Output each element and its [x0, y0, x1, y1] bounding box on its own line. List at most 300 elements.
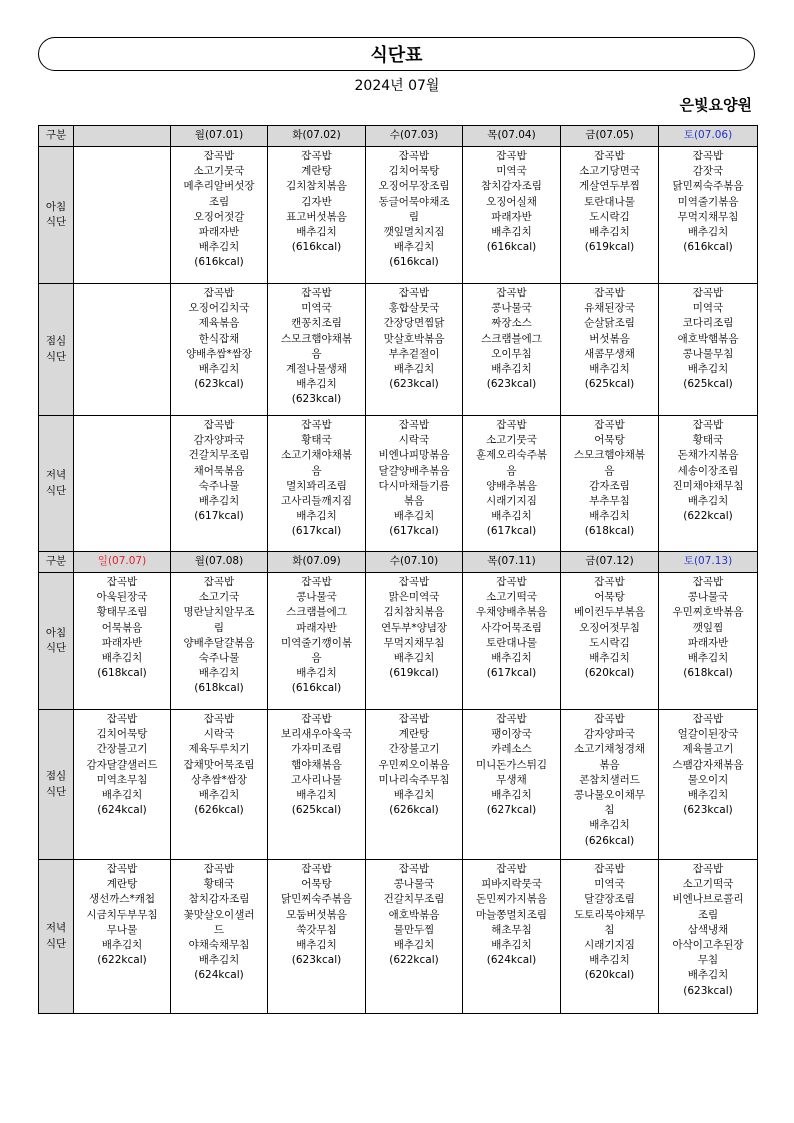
menu-cell [268, 284, 366, 416]
menu-line: 소고기뭇국 [193, 165, 245, 178]
menu-line: 침 [604, 804, 615, 817]
menu-line: 음 [506, 464, 517, 477]
menu-line: 잡곡밥 [692, 863, 724, 875]
menu-line: 오징어실채 [486, 195, 537, 208]
menu-line: 제육불고기 [682, 743, 734, 756]
menu-line: 스모크햄야채볶 [573, 449, 645, 462]
menu-line: (617kcal) [291, 525, 342, 538]
menu-line: 배추김치 [198, 954, 240, 967]
menu-cell [561, 860, 659, 1014]
menu-line: 잡곡밥 [301, 713, 332, 725]
menu-line: 명란날치알무조 [183, 606, 255, 619]
menu-line: 소고기채청경채 [573, 743, 645, 756]
menu-line: 무먹지채무침 [677, 210, 739, 223]
page-title [38, 37, 755, 71]
menu-line: 배추김치 [198, 495, 240, 508]
title-text: 식단표 [370, 45, 423, 66]
menu-line: 채어묵볶음 [193, 464, 245, 477]
menu-line: (617kcal) [486, 667, 537, 680]
menu-line: 비엔나브로콜리 [672, 893, 744, 906]
menu-line: (622kcal) [389, 954, 439, 967]
menu-line: 어묵볶음 [101, 621, 143, 634]
menu-line: (626kcal) [194, 804, 244, 817]
menu-line: 배추김치 [687, 969, 729, 982]
menu-line: 배추김치 [687, 495, 729, 508]
menu-line: 시락국 [398, 434, 430, 447]
menu-line: 도토리묵야채무 [573, 908, 645, 921]
day-header: 금(07.12) [561, 552, 659, 573]
menu-line: 배추김치 [491, 652, 532, 665]
menu-line: 오징어김치국 [188, 302, 250, 315]
menu-line: 감잣국 [692, 165, 724, 178]
menu-cell [463, 147, 561, 284]
menu-line: 도시락김 [589, 636, 630, 649]
menu-line: 김치어묵탕 [96, 728, 148, 741]
menu-cell [463, 416, 561, 552]
menu-line: 잡곡밥 [398, 713, 430, 725]
menu-line: 잡곡밥 [692, 287, 724, 299]
menu-line: 표고버섯볶음 [286, 210, 347, 223]
menu-line: 잡곡밥 [398, 863, 430, 875]
menu-line: 배추김치 [296, 667, 337, 680]
menu-line: 다시마채들기름 [378, 479, 450, 492]
menu-line: 잡곡밥 [301, 287, 332, 299]
menu-line: (616kcal) [194, 256, 244, 269]
menu-cell [171, 147, 268, 284]
menu-line: 어묵탕 [594, 434, 625, 447]
menu-line: (617kcal) [486, 525, 537, 538]
menu-line: 애호박햄볶음 [677, 332, 739, 345]
menu-line: 잡곡밥 [203, 863, 235, 875]
menu-cell [171, 284, 268, 416]
meal-label [39, 416, 74, 552]
day-header [74, 126, 171, 147]
meal-row [39, 416, 758, 552]
day-header: 금(07.05) [561, 126, 659, 147]
menu-line: 무생채 [496, 773, 527, 786]
menu-line: 배추김치 [687, 363, 729, 376]
menu-line: (616kcal) [683, 241, 733, 254]
menu-line: 감자조림 [589, 479, 630, 492]
menu-line: 콩나물무침 [682, 347, 734, 360]
menu-line: 세송이장조림 [677, 464, 739, 477]
menu-line: 달걀양배추볶음 [378, 464, 450, 477]
menu-line: 건갈치무조림 [383, 893, 445, 906]
menu-line: 멸치꽈리조림 [286, 479, 347, 492]
menu-line: (623kcal) [683, 804, 733, 817]
menu-line: 오징어젓무침 [579, 621, 640, 634]
menu-line: 저녁 [45, 469, 67, 482]
menu-line: 잡곡밥 [203, 419, 235, 431]
menu-line: 음 [311, 464, 322, 477]
menu-line: 유채된장국 [584, 302, 635, 315]
menu-cell [171, 860, 268, 1014]
menu-cell [463, 710, 561, 860]
menu-cell [659, 416, 758, 552]
menu-line: 아욱된장국 [96, 591, 148, 604]
menu-line: (618kcal) [97, 667, 147, 680]
organization-name: 은빛요양원 [679, 96, 752, 114]
menu-line: 배추김치 [589, 363, 630, 376]
menu-line: 배추김치 [491, 226, 532, 239]
menu-line: 음 [311, 652, 322, 665]
menu-line: 맛살호박볶음 [383, 332, 445, 345]
menu-line: 깻잎멸치지짐 [383, 226, 445, 239]
menu-line: (619kcal) [584, 241, 635, 254]
menu-line: 우민찌호박볶음 [672, 606, 744, 619]
menu-line: 숙주나물 [198, 479, 240, 492]
menu-line: 배추김치 [198, 667, 240, 680]
menu-line: 배추김치 [589, 510, 630, 523]
menu-line: 생선까스*캐첩 [88, 893, 156, 906]
menu-cell [268, 860, 366, 1014]
menu-line: 진미채야채무침 [672, 479, 744, 492]
day-header: 화(07.02) [268, 126, 366, 147]
menu-line: 시금치두부무침 [86, 908, 158, 921]
menu-line: 잡곡밥 [301, 576, 332, 588]
menu-line: 배추김치 [393, 652, 435, 665]
menu-line: 잡곡밥 [398, 576, 430, 588]
menu-line: 양배추쌈*쌈장 [185, 347, 253, 360]
menu-line: 배추김치 [393, 363, 435, 376]
day-header: 토(07.06) [659, 126, 758, 147]
meal-row [39, 284, 758, 416]
menu-line: 훈제오리숙주볶 [475, 449, 547, 462]
menu-line: 미역초무침 [96, 773, 148, 786]
menu-line: (626kcal) [584, 834, 635, 847]
menu-line: 김치어묵탕 [388, 165, 440, 178]
menu-cell [366, 147, 463, 284]
menu-line: 잡곡밥 [594, 713, 625, 725]
meal-label [39, 710, 74, 860]
menu-line: 콩나물국 [393, 878, 435, 891]
menu-line: 황태국 [692, 434, 724, 447]
menu-line: 야채숙채무침 [188, 939, 250, 952]
menu-line: 애호박볶음 [388, 908, 440, 921]
menu-line: 음 [311, 347, 322, 360]
menu-line: 고사리나물 [291, 773, 342, 786]
menu-cell [74, 573, 171, 710]
menu-line: 시래기지짐 [584, 939, 635, 952]
menu-line: 잡곡밥 [594, 419, 625, 431]
menu-line: 새콤무생채 [584, 347, 635, 360]
menu-cell [366, 416, 463, 552]
meal-label [39, 284, 74, 416]
menu-line: (623kcal) [486, 378, 537, 391]
menu-line: 닭민찌숙주볶음 [672, 180, 744, 193]
menu-line: 간장불고기 [388, 743, 440, 756]
menu-line: 가자미조림 [291, 743, 342, 756]
menu-line: 잡곡밥 [496, 419, 527, 431]
menu-line: 배추김치 [491, 363, 532, 376]
menu-line: 배추김치 [101, 789, 143, 802]
menu-line: 미역줄기볶음 [677, 195, 739, 208]
menu-line: 김자반 [301, 195, 332, 208]
menu-line: (625kcal) [291, 804, 342, 817]
menu-cell [171, 710, 268, 860]
menu-cell [463, 284, 561, 416]
menu-line: 계란탕 [106, 878, 138, 891]
menu-line: 아침 [45, 200, 67, 213]
menu-cell [74, 284, 171, 416]
menu-line: (618kcal) [584, 525, 635, 538]
menu-line: 아삭이고추된장 [672, 939, 744, 952]
menu-line: 배추김치 [198, 789, 240, 802]
menu-line: 파래자반 [198, 226, 240, 239]
menu-line: 소고기떡국 [486, 591, 537, 604]
menu-line: 홍합살뭇국 [388, 302, 440, 315]
menu-line: 소고기채야채볶 [280, 449, 352, 462]
month-subtitle: 2024년 07월 [354, 78, 440, 94]
menu-line: 잡곡밥 [301, 419, 332, 431]
menu-line: 잡곡밥 [106, 576, 138, 588]
menu-line: (626kcal) [389, 804, 439, 817]
menu-line: 한식잡채 [198, 332, 240, 345]
meal-label [39, 147, 74, 284]
menu-line: 숙주나물 [198, 652, 240, 665]
menu-cell [268, 147, 366, 284]
day-header: 수(07.10) [366, 552, 463, 573]
day-header: 화(07.09) [268, 552, 366, 573]
menu-line: (620kcal) [584, 667, 635, 680]
menu-line: 콘참치샐러드 [579, 773, 640, 786]
menu-line: 물오이지 [687, 773, 729, 786]
menu-cell [74, 416, 171, 552]
menu-line: 간장불고기 [96, 743, 148, 756]
menu-line: 소고기뭇국 [486, 434, 537, 447]
menu-cell [268, 710, 366, 860]
menu-line: 제육두루치기 [188, 743, 250, 756]
menu-line: (627kcal) [486, 804, 537, 817]
menu-line: 오이무침 [491, 347, 532, 360]
menu-line: 양배추볶음 [486, 479, 537, 492]
menu-line: 돈채가지볶음 [677, 449, 739, 462]
menu-line: 저녁 [45, 922, 67, 935]
menu-line: 잡곡밥 [594, 150, 625, 162]
menu-line: 파래자반 [101, 636, 143, 649]
menu-line: 메추리알버섯장 [183, 180, 255, 193]
menu-line: 배추김치 [393, 241, 435, 254]
menu-line: 잡채맛어묵조림 [183, 758, 255, 771]
menu-line: 식단 [45, 642, 67, 654]
menu-cell [171, 416, 268, 552]
menu-line: (625kcal) [584, 378, 635, 391]
menu-line: 순살닭조림 [584, 317, 635, 330]
menu-line: 점심 [45, 335, 67, 348]
menu-line: 스크램블에그 [481, 332, 542, 345]
menu-line: 돈민찌가지볶음 [475, 893, 547, 906]
menu-line: (619kcal) [389, 667, 439, 680]
menu-line: (624kcal) [486, 954, 537, 967]
menu-cell [366, 573, 463, 710]
menu-line: 배추김치 [296, 226, 337, 239]
menu-line: 깻잎찜 [692, 621, 724, 634]
menu-line: (616kcal) [291, 682, 342, 695]
menu-cell [171, 573, 268, 710]
menu-line: 점심 [45, 770, 67, 783]
menu-line: (623kcal) [389, 378, 439, 391]
menu-cell [74, 860, 171, 1014]
menu-cell [74, 710, 171, 860]
menu-cell [659, 710, 758, 860]
menu-line: 콩나물국 [687, 591, 729, 604]
menu-line: 소고기떡국 [682, 878, 734, 891]
menu-line: (616kcal) [389, 256, 439, 269]
menu-line: 베이컨두부볶음 [573, 606, 645, 619]
week-header-row [39, 552, 758, 573]
menu-cell [561, 573, 659, 710]
menu-line: 토란대나물 [486, 636, 537, 649]
menu-cell [659, 147, 758, 284]
menu-line: 파래자반 [687, 636, 729, 649]
menu-line: 간장당면찜닭 [383, 317, 445, 330]
menu-line: 배추김치 [393, 789, 435, 802]
menu-line: 김치참치볶음 [383, 606, 445, 619]
menu-line: 무먹지채무침 [383, 636, 445, 649]
menu-line: 닭민찌숙주볶음 [280, 893, 352, 906]
menu-line: 우민찌오이볶음 [378, 758, 450, 771]
day-header: 목(07.04) [463, 126, 561, 147]
menu-cell [659, 860, 758, 1014]
menu-cell [463, 573, 561, 710]
menu-line: 얼갈이된장국 [677, 728, 739, 741]
menu-line: (623kcal) [194, 378, 244, 391]
menu-line: 잡곡밥 [203, 150, 235, 162]
menu-line: 파래자반 [491, 210, 532, 223]
menu-cell [74, 147, 171, 284]
menu-line: 계란탕 [301, 165, 332, 178]
menu-line: 삼색냉채 [687, 923, 729, 936]
menu-line: 잡곡밥 [398, 419, 430, 431]
menu-line: 어묵탕 [301, 878, 332, 891]
menu-line: 제육볶음 [198, 317, 240, 330]
menu-line: 미역국 [301, 302, 332, 315]
menu-line: 잡곡밥 [496, 287, 527, 299]
menu-cell [561, 147, 659, 284]
menu-line: 마늘쫑멸치조림 [475, 908, 547, 921]
menu-line: 미나리숙주무침 [378, 773, 450, 786]
menu-line: 배추김치 [491, 939, 532, 952]
menu-line: (623kcal) [683, 984, 733, 997]
menu-line: 물만두찜 [393, 923, 435, 936]
menu-line: 황태무조림 [96, 606, 148, 619]
menu-line: 참치감자조림 [188, 893, 250, 906]
day-header: 일(07.07) [74, 552, 171, 573]
menu-line: 림 [213, 621, 225, 634]
menu-line: 해초무침 [491, 923, 532, 936]
menu-line: 도시락김 [589, 210, 630, 223]
menu-cell [561, 710, 659, 860]
meal-label [39, 860, 74, 1014]
menu-line: 황태국 [203, 878, 235, 891]
menu-line: 카레소스 [491, 743, 532, 756]
menu-line: 침 [604, 923, 615, 936]
menu-line: 버섯볶음 [589, 332, 630, 345]
menu-line: 배추김치 [296, 939, 337, 952]
menu-line: 잡곡밥 [594, 287, 625, 299]
menu-line: 황태국 [301, 434, 332, 447]
day-header: 토(07.13) [659, 552, 758, 573]
menu-line: 잡곡밥 [203, 576, 235, 588]
menu-line: 볶음 [599, 758, 620, 771]
menu-line: 배추김치 [198, 241, 240, 254]
day-header: 목(07.11) [463, 552, 561, 573]
menu-line: 볶음 [403, 495, 425, 508]
menu-line: 맑은미역국 [388, 591, 440, 604]
menu-line: 잡곡밥 [496, 863, 527, 875]
menu-line: 시락국 [203, 728, 235, 741]
menu-line: 오징어무장조림 [378, 180, 450, 193]
menu-line: 잡곡밥 [692, 576, 724, 588]
menu-line: 식단 [45, 484, 67, 497]
menu-line: 조림 [697, 908, 719, 921]
menu-line: 배추김치 [101, 652, 143, 665]
menu-line: 시래기지짐 [486, 495, 537, 508]
menu-line: 잡곡밥 [301, 150, 332, 162]
menu-line: 비엔나피망볶음 [378, 449, 450, 462]
menu-line: 김치참치볶음 [286, 180, 347, 193]
menu-line: 식단 [45, 937, 67, 950]
meal-label [39, 573, 74, 710]
menu-line: 코다리조림 [682, 317, 734, 330]
menu-line: 건갈치무조림 [188, 449, 250, 462]
menu-line: (616kcal) [291, 241, 342, 254]
menu-line: 배추김치 [589, 954, 630, 967]
menu-line: 잡곡밥 [496, 576, 527, 588]
week-header-row [39, 126, 758, 147]
menu-line: 우채양배추볶음 [475, 606, 547, 619]
menu-cell [268, 573, 366, 710]
menu-line: 스모크햄야채볶 [280, 332, 352, 345]
menu-line: 배추김치 [101, 939, 143, 952]
menu-line: 짜장소스 [491, 317, 532, 330]
menu-line: 잡곡밥 [496, 713, 527, 725]
menu-line: 배추김치 [491, 510, 532, 523]
menu-line: 잡곡밥 [496, 150, 527, 162]
menu-line: 잡곡밥 [692, 713, 724, 725]
menu-line: 미역국 [594, 878, 625, 891]
menu-line: 참치감자조림 [481, 180, 542, 193]
meal-row [39, 860, 758, 1014]
menu-line: 소고기당면국 [579, 165, 640, 178]
menu-cell [561, 284, 659, 416]
menu-cell [366, 860, 463, 1014]
menu-line: 모둠버섯볶음 [286, 908, 347, 921]
menu-line: 쑥갓무침 [296, 923, 337, 936]
menu-line: 계란탕 [398, 728, 430, 741]
menu-line: 잡곡밥 [594, 576, 625, 588]
menu-line: 계절나물생채 [286, 363, 347, 376]
menu-line: 감자달걀샐러드 [86, 758, 158, 771]
menu-line: (617kcal) [389, 525, 439, 538]
menu-line: (623kcal) [291, 393, 342, 406]
menu-line: 오징어젓갈 [193, 210, 245, 223]
menu-line: 배추김치 [393, 939, 435, 952]
menu-line: 배추김치 [589, 819, 630, 832]
meal-row [39, 147, 758, 284]
header-label: 구분 [39, 126, 74, 147]
meal-row [39, 573, 758, 710]
menu-line: 콩나물오이채무 [573, 789, 645, 802]
menu-line: 배추김치 [296, 510, 337, 523]
menu-line: 음 [604, 464, 615, 477]
menu-line: 동글어묵야채조 [378, 195, 450, 208]
menu-line: 잡곡밥 [106, 713, 138, 725]
menu-line: (622kcal) [683, 510, 733, 523]
menu-line: 부추무침 [589, 495, 630, 508]
menu-cell [366, 284, 463, 416]
menu-line: 토란대나물 [584, 195, 635, 208]
